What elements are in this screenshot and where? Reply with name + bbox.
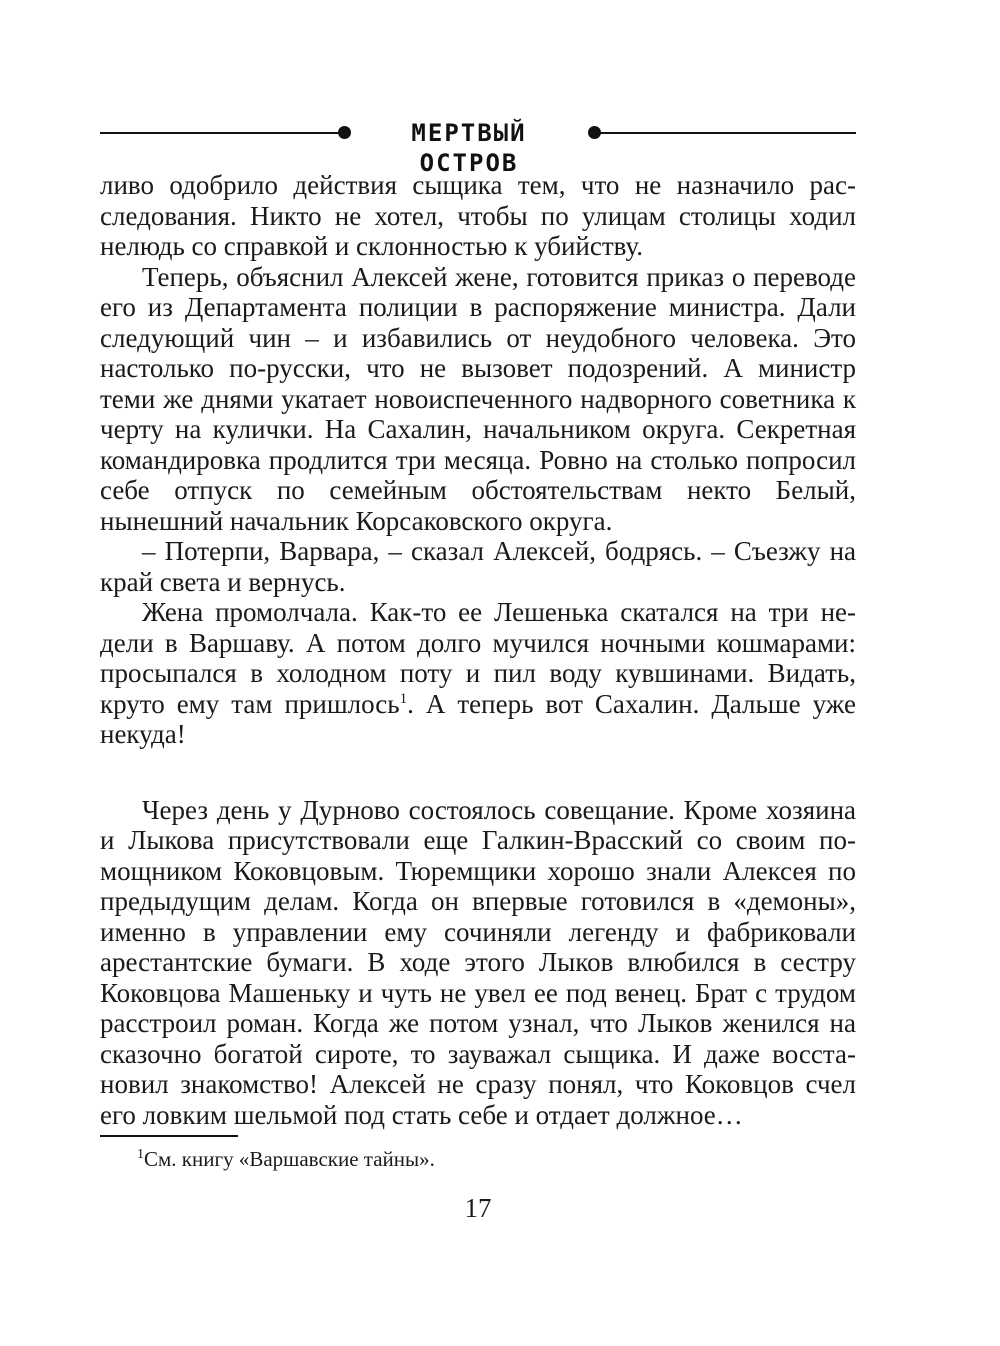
paragraph: Теперь, объяснил Алексей жене, готовится приказ о переводе его из Департамента полиции в распоряжение министра. Дали следующий чин – и избавились от неудобного человека. Это настолько по-русски, что не вызовет подозрений. А министр теми же днями укатает новоиспеченного надворного советника к черту на кулички. На Сахалин, начальником округа. Секретная командировка продлится три месяца. Ровно на столько попросил себе отпуск по семейным обстоятельствам некто Белый, нынешний начальник Корсаковского округа. xyxy=(100,261,856,536)
body-text xyxy=(100,170,856,1130)
paragraph: – Потерпи, Варвара, – сказал Алексей, бодрясь. – Съезжу на край света и вернусь. xyxy=(100,536,856,597)
paragraph xyxy=(100,597,856,750)
footnote-marker: 1 xyxy=(137,1147,144,1162)
section-break xyxy=(100,750,856,795)
header-rule-right xyxy=(600,132,856,134)
header-title: МЕРТВЫЙ ОСТРОВ xyxy=(411,119,527,177)
running-header xyxy=(100,118,856,177)
paragraph: ливо одобрило действия сыщика тем, что не назначило расследования. Никто не хотел, чтобы по улицам столицы ходил нелюдь со справкой и склонностью к убийству. xyxy=(100,170,856,261)
paragraph-text-tail: . А теперь вот Сахалин. Дальше уже некуда! xyxy=(100,688,856,749)
header-dot-left xyxy=(338,126,351,139)
page-number: 17 xyxy=(464,1193,492,1223)
header-rule-left xyxy=(100,132,338,134)
footnote-rule xyxy=(100,1135,238,1137)
paragraph-text: Жена промолчала. Как-то ее Лешенька скатался на три недели в Варшаву. А потом долго мучился ночными кошмарами: просыпался в холодном поту и пил воду кувшинами. Видать, круто ему там пришлось xyxy=(100,597,856,719)
footnote-reference[interactable]: 1 xyxy=(399,690,408,707)
paragraph: Через день у Дурново состоялось совещание. Кроме хозяина и Лыкова присутствовали еще Галкин-Врасский со своим помощником Коковцовым. Тюремщики хорошо знали Алексея по предыдущим делам. Когда он впервые готовился в «демоны», именно в управлении ему сочиняли легенду и фабриковали арестантские бумаги. В ходе этого Лыков влюбился в сестру Коковцова Машеньку и чуть не увел ее под венец. Брат с трудом расстроил роман. Когда же потом узнал, что Лыков женился на сказочно богатой сироте, то зауважал сыщика. И даже восстановил знакомство! Алексей не сразу понял, что Коковцов счел его ловким шельмой под стать себе и отдает должное… xyxy=(100,794,856,1130)
footnote-text: См. книгу «Варшавские тайны». xyxy=(144,1147,435,1171)
footnote xyxy=(137,1146,837,1172)
